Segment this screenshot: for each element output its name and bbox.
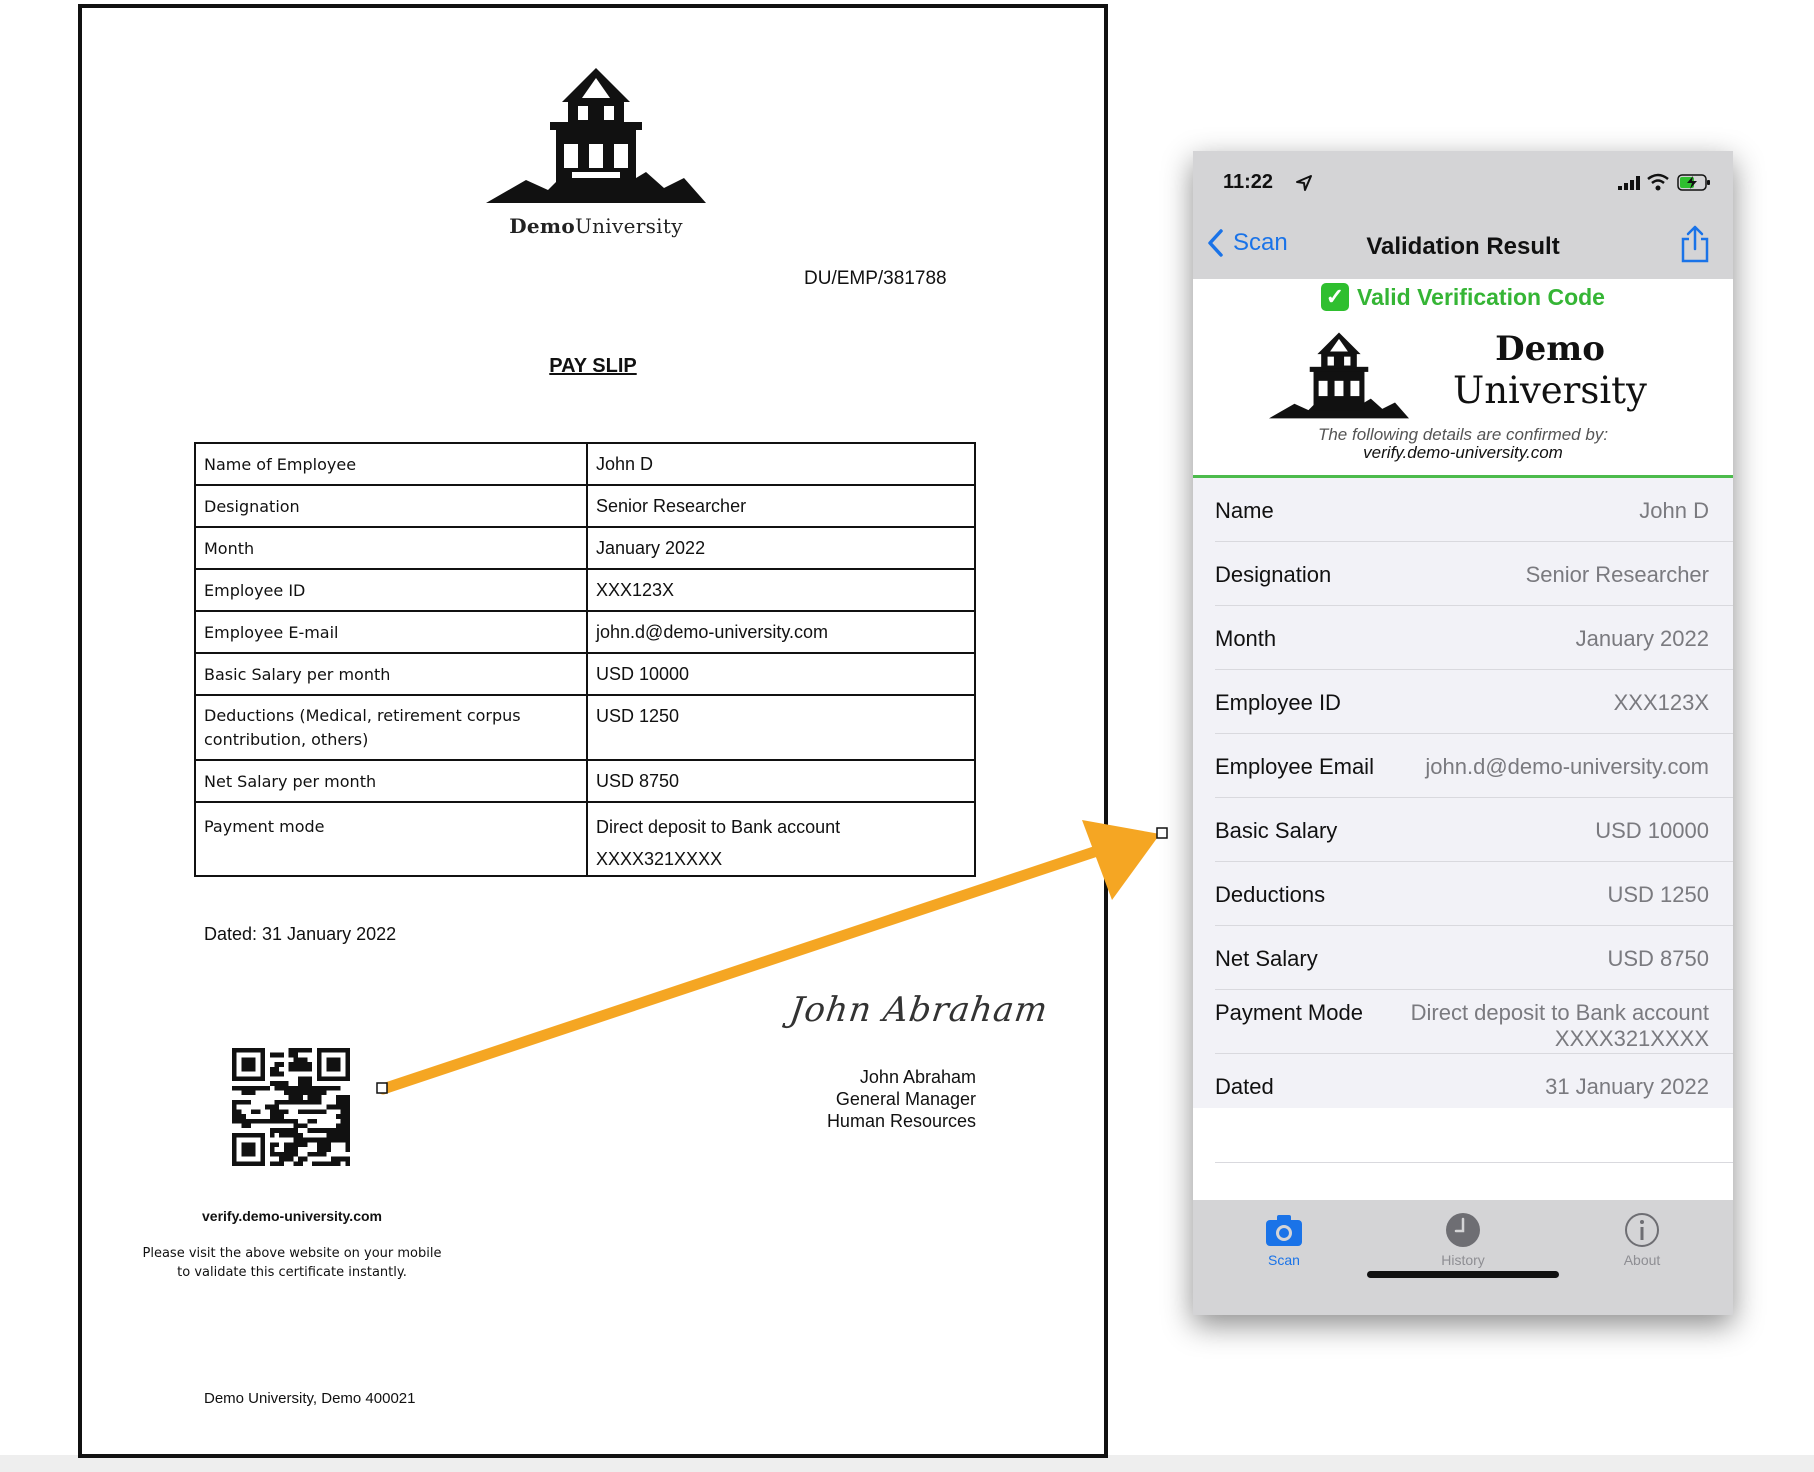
document-date: Dated: 31 January 2022	[204, 924, 397, 944]
table-row	[195, 485, 975, 527]
verify-url: verify.demo-university.com	[202, 1208, 382, 1224]
list-item	[1215, 670, 1733, 734]
wifi-icon	[1647, 173, 1669, 191]
tab-scan[interactable]	[1224, 1210, 1344, 1268]
row-label: Deductions (Medical, retirement corpus contribution, others)	[195, 695, 587, 760]
camera-icon	[1264, 1210, 1304, 1250]
row-value: January 2022	[587, 527, 975, 569]
status-time: 11:22	[1223, 171, 1274, 193]
navigation-bar	[1193, 209, 1733, 279]
details-list	[1193, 478, 1733, 1118]
row-label: Month	[195, 527, 587, 569]
org-name-line1: Demo	[1495, 329, 1605, 369]
table-row	[195, 443, 975, 485]
table-row	[195, 760, 975, 802]
back-button[interactable]	[1205, 223, 1288, 263]
signal-icon	[1618, 176, 1640, 190]
tower-logo-icon	[1269, 321, 1409, 433]
document-title: PAY SLIP	[549, 355, 637, 377]
list-item	[1215, 542, 1733, 606]
list-item	[1215, 990, 1733, 1054]
home-indicator	[1367, 1271, 1559, 1278]
confirmation-text: The following details are confirmed by:	[1317, 425, 1609, 444]
row-value: Direct deposit to Bank account XXXX321XXXX	[587, 802, 975, 876]
field-label: Deductions	[1215, 882, 1326, 907]
row-label: Basic Salary per month	[195, 653, 587, 695]
field-label: Employee ID	[1215, 690, 1341, 715]
field-value: XXX123X	[1613, 690, 1709, 715]
list-item	[1215, 478, 1733, 542]
tab-label: About	[1623, 1252, 1661, 1268]
field-label: Employee Email	[1215, 754, 1374, 779]
field-label: Net Salary	[1215, 946, 1318, 971]
tab-bar	[1193, 1200, 1733, 1315]
signer-department: Human Resources	[826, 1111, 976, 1131]
tower-logo-icon	[486, 68, 706, 208]
tab-label: History	[1441, 1252, 1485, 1268]
row-value: john.d@demo-university.com	[587, 611, 975, 653]
row-label: Employee E-mail	[195, 611, 587, 653]
orange-arrow-icon	[370, 800, 1170, 1100]
battery-charging-icon	[1677, 174, 1711, 191]
field-value: USD 10000	[1595, 818, 1709, 843]
list-item	[1215, 798, 1733, 862]
table-row	[195, 527, 975, 569]
field-value: 31 January 2022	[1545, 1074, 1709, 1099]
row-label: Payment mode	[195, 802, 587, 876]
row-label: Net Salary per month	[195, 760, 587, 802]
signer-title: General Manager	[835, 1089, 976, 1109]
validity-banner	[1193, 283, 1733, 311]
field-value: John D	[1639, 498, 1709, 523]
check-icon: ✓	[1321, 283, 1349, 311]
divider	[1215, 1162, 1733, 1163]
info-icon	[1622, 1210, 1662, 1250]
row-value: USD 1250	[587, 695, 975, 760]
field-label: Payment Mode	[1215, 1000, 1363, 1025]
row-label: Employee ID	[195, 569, 587, 611]
confirmation-url: verify.demo-university.com	[1363, 443, 1563, 462]
nav-title: Validation Result	[1366, 233, 1560, 260]
chevron-left-icon	[1205, 228, 1227, 258]
share-icon[interactable]	[1679, 225, 1711, 263]
table-row	[195, 653, 975, 695]
list-item	[1215, 606, 1733, 670]
field-value: Direct deposit to Bank account XXXX321XXXX	[1410, 1000, 1709, 1051]
field-label: Designation	[1215, 562, 1332, 587]
empty-list-area	[1193, 1108, 1733, 1200]
university-logo	[486, 68, 706, 238]
validation-header	[1193, 279, 1733, 478]
field-label: Basic Salary	[1215, 818, 1338, 843]
field-label: Month	[1215, 626, 1277, 651]
field-value: USD 8750	[1607, 946, 1709, 971]
list-item	[1215, 926, 1733, 990]
row-label: Name of Employee	[195, 443, 587, 485]
table-row	[195, 695, 975, 760]
phone-screen	[1193, 151, 1733, 1315]
row-value: USD 10000	[587, 653, 975, 695]
logo-wordmark: DemoUniversity	[509, 214, 683, 238]
field-value: January 2022	[1575, 626, 1709, 651]
clock-icon	[1443, 1210, 1483, 1250]
qr-code-icon	[232, 1048, 350, 1166]
field-value: john.d@demo-university.com	[1425, 754, 1709, 779]
handwritten-signature: John Abraham	[787, 990, 1051, 1030]
tab-label: Scan	[1268, 1252, 1300, 1268]
field-label: Name	[1215, 498, 1274, 523]
field-label: Dated	[1215, 1074, 1274, 1099]
row-value: XXX123X	[587, 569, 975, 611]
tab-about[interactable]	[1582, 1210, 1702, 1268]
table-row	[195, 569, 975, 611]
signer-name: John Abraham	[859, 1067, 976, 1087]
row-value: Senior Researcher	[587, 485, 975, 527]
row-value: John D	[587, 443, 975, 485]
list-item	[1215, 734, 1733, 798]
status-bar	[1193, 151, 1733, 209]
table-row	[195, 611, 975, 653]
verify-note: Please visit the above website on your mobile to validate this certificate instantly.	[142, 1246, 442, 1280]
row-label: Designation	[195, 485, 587, 527]
back-button-label: Scan	[1233, 229, 1288, 256]
tab-history[interactable]	[1403, 1210, 1523, 1268]
reference-number: DU/EMP/381788	[804, 268, 947, 289]
list-item	[1215, 862, 1733, 926]
footer-address: Demo University, Demo 400021	[204, 1390, 416, 1407]
location-arrow-icon	[1295, 174, 1313, 192]
validity-text: Valid Verification Code	[1357, 283, 1605, 310]
org-name-line2: University	[1453, 369, 1647, 412]
pay-slip-document	[78, 4, 1108, 1458]
field-value: USD 1250	[1607, 882, 1709, 907]
field-value: Senior Researcher	[1525, 562, 1709, 587]
row-value: USD 8750	[587, 760, 975, 802]
